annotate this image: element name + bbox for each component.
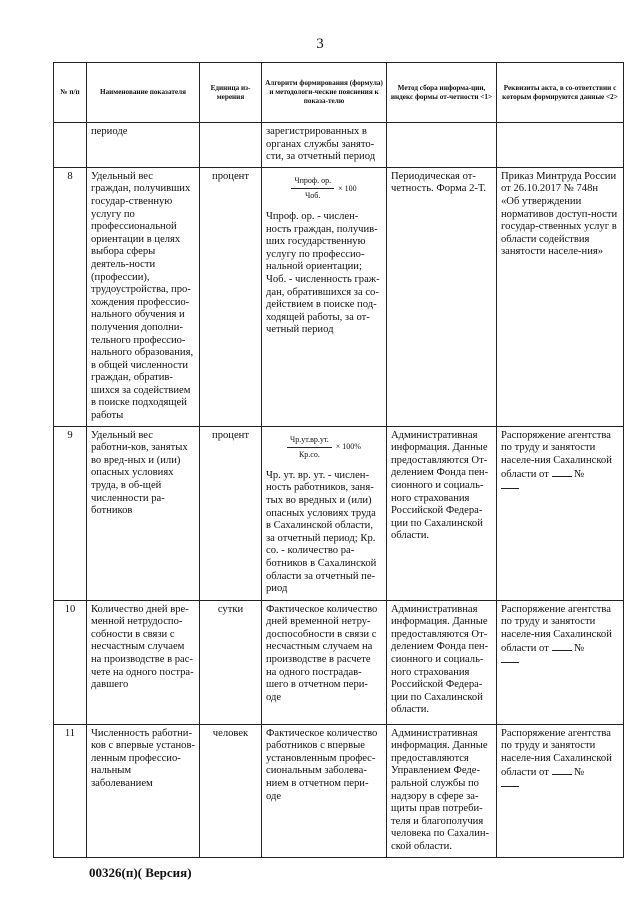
row-unit: сутки bbox=[200, 600, 262, 724]
row-unit: процент bbox=[200, 426, 262, 600]
formula-numerator: Чр.ут.вр.ут. bbox=[287, 434, 332, 449]
formula-explanation: Чпроф. ор. - числен-ность граждан, получив-ших государственную услугу по профессио-нальной ориентации; Чоб. - численность граж-дан, обратившихся за со-действием в поиске под-ходящей работы, за от-четный период bbox=[266, 210, 380, 336]
formula-explanation: Чр. ут. вр. ут. - числен-ность работников, заня-тых во вредных и (или) опасных условиях труда в Сахалинской области, за отчетный период; Кр. со. - количество ра-ботников в Сахалинской области за отчетный пе-риод bbox=[266, 469, 377, 595]
header-unit: Единица из-мерения bbox=[200, 63, 262, 123]
document-code-footer: 00326(п)( Версия) bbox=[89, 865, 192, 880]
table-row bbox=[54, 724, 624, 857]
row-formula-cell bbox=[262, 426, 387, 600]
row-act bbox=[497, 123, 624, 168]
row-method: Периодическая от-четность. Форма 2-Т. bbox=[387, 167, 497, 426]
formula bbox=[266, 434, 382, 462]
formula-denominator: Кр.со. bbox=[298, 450, 320, 460]
row-name: Удельный вес граждан, получивших государ-ственную услугу по профессиональной ориентации в целях выбора сферы деятель-ности (профессии), трудоустройства, про-хождения профессио-нального обучения и получения дополни-тельного профессио-нального образования, в общей численности граждан, обратив-шихся за содействием в поиске подходящей работы bbox=[87, 167, 200, 426]
header-act: Реквизиты акта, в со-ответствии с которым формируются данные <2> bbox=[497, 63, 624, 123]
formula-fraction bbox=[291, 175, 334, 203]
formula-fraction bbox=[287, 434, 332, 462]
row-unit: человек bbox=[200, 724, 262, 857]
row-formula-cell bbox=[262, 167, 387, 426]
header-name: Наименование показателя bbox=[87, 63, 200, 123]
row-method: Административная информация. Данные предоставляются От-делением Фонда пен-сионного и социаль-ного страхования Российской Федера-ции по Сахалинской области. bbox=[387, 426, 497, 600]
formula-numerator: Чпроф. ор. bbox=[291, 175, 334, 190]
row-num: 11 bbox=[54, 724, 87, 857]
row-name: Количество дней вре-менной нетрудоспо-собности в связи с несчастным случаем на производстве в рас-чете на одного постра-давшего bbox=[87, 600, 200, 724]
act-text: Распоряжение агентства по труду и занятости населе-ния Сахалинской области от bbox=[501, 429, 612, 481]
row-name: Численность работни-ков с впервые установ-ленным профессио-нальным заболеванием bbox=[87, 724, 200, 857]
indicators-table bbox=[53, 62, 624, 858]
act-text: Распоряжение агентства по труду и занятости населе-ния Сахалинской области от bbox=[501, 603, 612, 655]
row-name: Удельный вес работни-ков, занятых во вред-ных и (или) опасных условиях труда, в об-щей численности ра-ботников bbox=[87, 426, 200, 600]
row-name: периоде bbox=[87, 123, 200, 168]
table-row bbox=[54, 123, 624, 168]
date-blank bbox=[552, 467, 572, 477]
row-formula-text: зарегистрированных в органах службы занято-сти, за отчетный период bbox=[262, 123, 387, 168]
table-row bbox=[54, 167, 624, 426]
row-method: Административная информация. Данные предоставляются Управлением Феде-ральной службы по надзору в сфере за-щиты прав потреби-теля и благополучия человека по Сахалин-ской области. bbox=[387, 724, 497, 857]
row-method bbox=[387, 123, 497, 168]
table-header-row bbox=[54, 63, 624, 123]
act-number-sign: № bbox=[574, 643, 585, 655]
number-blank bbox=[501, 661, 519, 663]
row-act-cell bbox=[497, 426, 624, 600]
row-act: Приказ Минтруда России от 26.10.2017 № 748н «Об утверждении нормативов доступ-ности государ-ственных услуг в области содействия занятости населе-ния» bbox=[497, 167, 624, 426]
row-method: Административная информация. Данные предоставляются От-делением Фонда пен-сионного и социаль-ного страхования Российской Федера-ции по Сахалинской области. bbox=[387, 600, 497, 724]
table-row bbox=[54, 600, 624, 724]
act-number-sign: № bbox=[574, 469, 585, 481]
row-num: 10 bbox=[54, 600, 87, 724]
row-unit bbox=[200, 123, 262, 168]
date-blank bbox=[552, 765, 572, 775]
header-formula: Алгоритм формирования (формула) и методологи-ческие пояснения к показа-телю bbox=[262, 63, 387, 123]
row-num bbox=[54, 123, 87, 168]
row-formula-text: Фактическое количество дней временной нетру-доспособности в связи с несчастным случаем на производстве в расчете на одного пострадав-шего в отчетном пери-оде bbox=[262, 600, 387, 724]
number-blank bbox=[501, 487, 519, 489]
page-number: 3 bbox=[316, 36, 324, 52]
row-num: 9 bbox=[54, 426, 87, 600]
row-unit: процент bbox=[200, 167, 262, 426]
header-method: Метод сбора информа-ции, индекс формы от-четности <1> bbox=[387, 63, 497, 123]
row-act-cell bbox=[497, 724, 624, 857]
date-blank bbox=[552, 641, 572, 651]
row-act-cell bbox=[497, 600, 624, 724]
formula-multiplier: × 100 bbox=[338, 183, 357, 193]
number-blank bbox=[501, 785, 519, 787]
row-formula-text: Фактическое количество работников с впервые установленным профес-сиональным заболева-нием в отчетном пери-оде bbox=[262, 724, 387, 857]
formula-denominator: Чоб. bbox=[305, 191, 321, 201]
header-num: № п/п bbox=[54, 63, 87, 123]
formula bbox=[266, 175, 382, 203]
act-text: Распоряжение агентства по труду и занятости населе-ния Сахалинской области от bbox=[501, 727, 612, 779]
table-row bbox=[54, 426, 624, 600]
formula-multiplier: × 100% bbox=[335, 442, 361, 452]
row-num: 8 bbox=[54, 167, 87, 426]
act-number-sign: № bbox=[574, 767, 585, 779]
